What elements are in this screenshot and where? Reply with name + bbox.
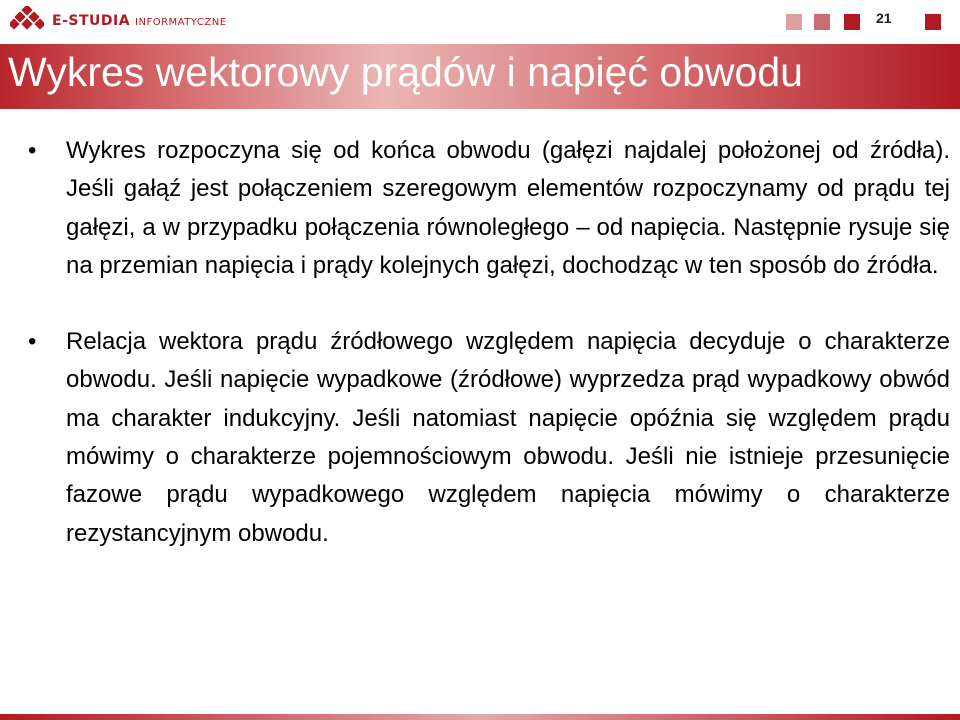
decor-square-right	[925, 14, 941, 30]
bullet-text: Wykres rozpoczyna się od końca obwodu (gałęzi najdalej położonej od źródła). Jeśli gałąź jest połączeniem szeregowym elementów rozpoczynamy od prądu tej gałęzi, a w przypadku połączenia równoległego – od napięcia. Następnie rysuje się na przemian napięcia i prądy kolejnych gałęzi, dochodząc w ten sposób do źródła.	[66, 137, 950, 279]
logo-name: E-STUDIA	[52, 13, 131, 29]
bullet-text: Relacja wektora prądu źródłowego względem napięcia decyduje o charakterze obwodu. Jeśli napięcie wypadkowe (źródłowe) wyprzedza prąd wypadkowy obwód ma charakter indukcyjny. Jeśli natomiast napięcie opóźnia się względem prądu mówimy o charakterze pojemnościowym obwodu. Jeśli nie istnieje przesunięcie fazowe prądu wypadkowego względem napięcia mówimy o charakterze rezystancyjnym obwodu.	[66, 328, 950, 547]
logo-subtitle: INFORMATYCZNE	[135, 17, 227, 28]
decor-square-light	[786, 14, 802, 30]
bullet-marker: •	[28, 328, 37, 356]
decorative-squares	[0, 14, 960, 30]
bullet-marker: •	[28, 137, 37, 164]
bullet-item	[28, 132, 950, 285]
decor-square-dark	[844, 14, 860, 30]
bottom-bar	[0, 714, 960, 720]
decor-square-medium	[814, 14, 830, 30]
bullet-item	[28, 323, 950, 553]
slide-title: Wykres wektorowy prądów i napięć obwodu	[8, 49, 803, 95]
slide-content	[28, 132, 950, 553]
page-number: 21	[876, 10, 892, 26]
